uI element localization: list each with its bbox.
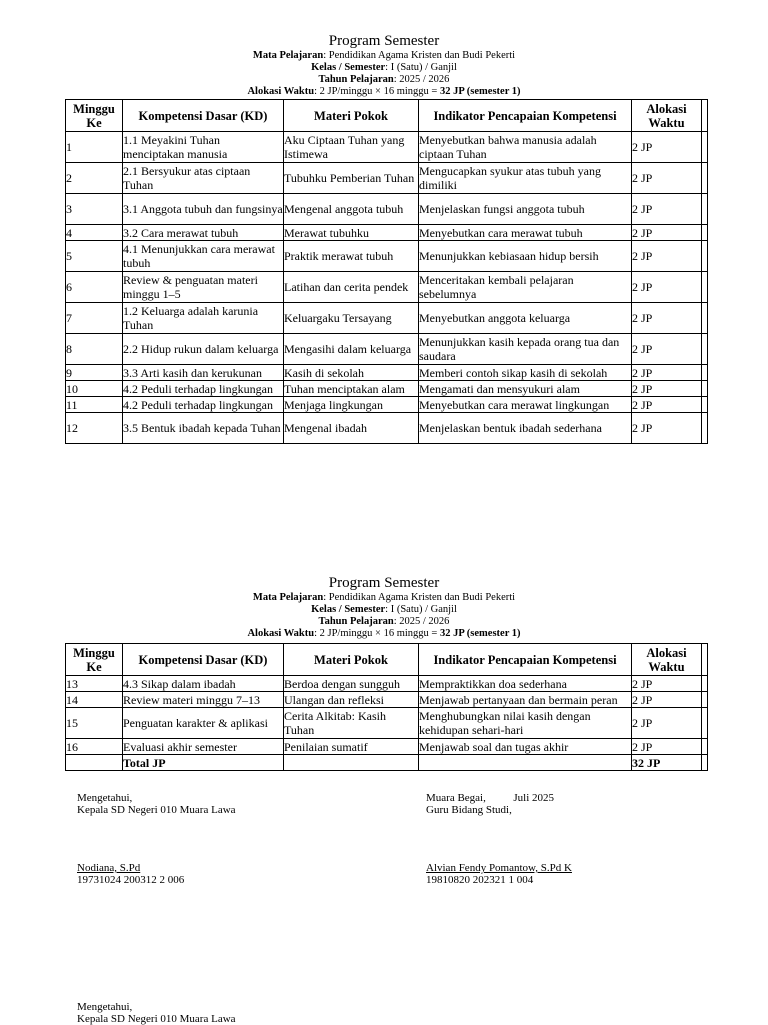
cell-indikator: Menyebutkan cara merawat tubuh	[419, 225, 632, 241]
cell-materi: Aku Ciptaan Tuhan yang Istimewa	[284, 132, 419, 163]
cell-spacer	[702, 692, 708, 708]
cell-week: 16	[66, 739, 123, 755]
cell-alokasi: 2 JP	[632, 303, 702, 334]
total-label: Total JP	[123, 755, 284, 771]
cell-materi: Keluargaku Tersayang	[284, 303, 419, 334]
col-kd: Kompetensi Dasar (KD)	[123, 100, 284, 132]
col-kd-2: Kompetensi Dasar (KD)	[123, 644, 284, 676]
right-name: Alvian Fendy Pomantow, S.Pd K	[426, 862, 572, 874]
cell-week: 12	[66, 413, 123, 444]
cell-alokasi: 2 JP	[632, 739, 702, 755]
cell-indikator: Mengamati dan mensyukuri alam	[419, 381, 632, 397]
cell-indikator: Menceritakan kembali pelajaran sebelumnya	[419, 272, 632, 303]
cell-materi: Praktik merawat tubuh	[284, 241, 419, 272]
cell-spacer	[702, 241, 708, 272]
year-line-2: Tahun Pelajaran: 2025 / 2026	[318, 616, 450, 627]
cell-indikator: Mempraktikkan doa sederhana	[419, 676, 632, 692]
cell-week: 13	[66, 676, 123, 692]
total-value: 32 JP	[632, 755, 702, 771]
class-line: Kelas / Semester: I (Satu) / Ganjil	[311, 62, 457, 73]
cell-week: 10	[66, 381, 123, 397]
cell-spacer	[702, 132, 708, 163]
cell-materi: Mengasihi dalam keluarga	[284, 334, 419, 365]
cell-alokasi: 2 JP	[632, 272, 702, 303]
cell-week: 1	[66, 132, 123, 163]
subject-line: Mata Pelajaran: Pendidikan Agama Kristen dan Budi Pekerti	[252, 50, 516, 61]
cell-spacer	[702, 397, 708, 413]
cell-indikator: Menjawab pertanyaan dan bermain peran	[419, 692, 632, 708]
col-materi: Materi Pokok	[284, 100, 419, 132]
col-alokasi-2: Alokasi Waktu	[632, 644, 702, 676]
cell-kd: Review & penguatan materi minggu 1–5	[123, 272, 284, 303]
cell-spacer	[702, 739, 708, 755]
cell-alokasi: 2 JP	[632, 163, 702, 194]
cell-spacer	[702, 334, 708, 365]
cell-kd: 3.2 Cara merawat tubuh	[123, 225, 284, 241]
cell-materi: Cerita Alkitab: Kasih Tuhan	[284, 708, 419, 739]
class-line-2: Kelas / Semester: I (Satu) / Ganjil	[311, 604, 457, 615]
cell-kd: 1.1 Meyakini Tuhan menciptakan manusia	[123, 132, 284, 163]
cell-alokasi: 2 JP	[632, 413, 702, 444]
cell-indikator: Memberi contoh sikap kasih di sekolah	[419, 365, 632, 381]
cell-indikator: Menunjukkan kebiasaan hidup bersih	[419, 241, 632, 272]
cell-indikator: Menjawab soal dan tugas akhir	[419, 739, 632, 755]
table-row	[66, 194, 708, 225]
page-title-2: Program Semester	[328, 575, 440, 591]
cell-indikator: Menjelaskan fungsi anggota tubuh	[419, 194, 632, 225]
cell-kd: 3.5 Bentuk ibadah kepada Tuhan	[123, 413, 284, 444]
table-header-row	[66, 100, 708, 132]
cell-alokasi: 2 JP	[632, 194, 702, 225]
semester-table-2	[65, 643, 708, 771]
cell-spacer	[702, 303, 708, 334]
col-indikator-2: Indikator Pencapaian Kompetensi	[419, 644, 632, 676]
table-row	[66, 334, 708, 365]
cell-indikator: Menghubungkan nilai kasih dengan kehidupan sehari-hari	[419, 708, 632, 739]
left-ack: Mengetahui,	[77, 792, 133, 804]
cell-alokasi: 2 JP	[632, 692, 702, 708]
table-row	[66, 132, 708, 163]
cell-kd: 3.3 Arti kasih dan kerukunan	[123, 365, 284, 381]
right-role: Guru Bidang Studi,	[426, 804, 512, 816]
col-materi-2: Materi Pokok	[284, 644, 419, 676]
cell-kd: 4.2 Peduli terhadap lingkungan	[123, 381, 284, 397]
year-line: Tahun Pelajaran: 2025 / 2026	[318, 74, 450, 85]
cell-materi: Mengenal ibadah	[284, 413, 419, 444]
col-alokasi: Alokasi Waktu	[632, 100, 702, 132]
cell-week: 9	[66, 365, 123, 381]
right-nip: 19810820 202321 1 004	[426, 874, 534, 886]
cell-spacer	[702, 365, 708, 381]
cell-alokasi: 2 JP	[632, 708, 702, 739]
cell-week: 14	[66, 692, 123, 708]
cell-spacer	[702, 708, 708, 739]
table-row	[66, 739, 708, 755]
cell-alokasi: 2 JP	[632, 676, 702, 692]
cell-week: 8	[66, 334, 123, 365]
table-row	[66, 241, 708, 272]
footer-signature	[77, 1001, 236, 1025]
cell-materi: Merawat tubuhku	[284, 225, 419, 241]
cell-kd: 2.1 Bersyukur atas ciptaan Tuhan	[123, 163, 284, 194]
signature-right	[426, 792, 572, 886]
cell-indikator: Menyebutkan anggota keluarga	[419, 303, 632, 334]
cell-week: 3	[66, 194, 123, 225]
cell-spacer	[702, 676, 708, 692]
col-indikator: Indikator Pencapaian Kompetensi	[419, 100, 632, 132]
cell-spacer	[702, 381, 708, 397]
cell-week: 5	[66, 241, 123, 272]
table-row	[66, 381, 708, 397]
col-week-2: Minggu Ke	[66, 644, 123, 676]
table-row	[66, 692, 708, 708]
cell-week: 6	[66, 272, 123, 303]
footer-role: Kepala SD Negeri 010 Muara Lawa	[77, 1013, 236, 1025]
table-header-row-2	[66, 644, 708, 676]
left-role: Kepala SD Negeri 010 Muara Lawa	[77, 804, 236, 816]
cell-indikator: Menjelaskan bentuk ibadah sederhana	[419, 413, 632, 444]
table-row	[66, 413, 708, 444]
cell-week: 15	[66, 708, 123, 739]
cell-kd: 2.2 Hidup rukun dalam keluarga	[123, 334, 284, 365]
cell-week: 11	[66, 397, 123, 413]
cell-alokasi: 2 JP	[632, 225, 702, 241]
semester-table-1	[65, 99, 708, 444]
total-row	[66, 755, 708, 771]
cell-materi: Menjaga lingkungan	[284, 397, 419, 413]
cell-kd: 4.1 Menunjukkan cara merawat tubuh	[123, 241, 284, 272]
signature-left	[77, 792, 236, 886]
cell-alokasi: 2 JP	[632, 132, 702, 163]
cell-week: 2	[66, 163, 123, 194]
cell-spacer	[702, 163, 708, 194]
table-row	[66, 676, 708, 692]
cell-materi: Berdoa dengan sungguh	[284, 676, 419, 692]
cell-week: 7	[66, 303, 123, 334]
cell-spacer	[702, 225, 708, 241]
alloc-line: Alokasi Waktu: 2 JP/minggu × 16 minggu = 32 JP (semester 1)	[247, 86, 521, 97]
cell-materi: Penilaian sumatif	[284, 739, 419, 755]
cell-kd: 4.2 Peduli terhadap lingkungan	[123, 397, 284, 413]
cell-indikator: Menunjukkan kasih kepada orang tua dan saudara	[419, 334, 632, 365]
right-place-date: Muara Begai, Juli 2025	[426, 792, 555, 804]
cell-alokasi: 2 JP	[632, 334, 702, 365]
cell-indikator: Menyebutkan cara merawat lingkungan	[419, 397, 632, 413]
cell-spacer	[702, 272, 708, 303]
cell-alokasi: 2 JP	[632, 397, 702, 413]
table-row	[66, 365, 708, 381]
subject-line-2: Mata Pelajaran: Pendidikan Agama Kristen dan Budi Pekerti	[252, 592, 516, 603]
col-spacer-2	[702, 644, 708, 676]
cell-week: 4	[66, 225, 123, 241]
cell-alokasi: 2 JP	[632, 381, 702, 397]
left-nip: 19731024 200312 2 006	[77, 874, 185, 886]
header-block-2	[0, 574, 768, 640]
cell-materi: Tubuhku Pemberian Tuhan	[284, 163, 419, 194]
cell-alokasi: 2 JP	[632, 241, 702, 272]
cell-alokasi: 2 JP	[632, 365, 702, 381]
header-block-1	[0, 32, 768, 98]
page-title: Program Semester	[328, 33, 440, 49]
cell-materi: Ulangan dan refleksi	[284, 692, 419, 708]
cell-kd: Evaluasi akhir semester	[123, 739, 284, 755]
cell-materi: Mengenal anggota tubuh	[284, 194, 419, 225]
table-row	[66, 225, 708, 241]
cell-kd: 1.2 Keluarga adalah karunia Tuhan	[123, 303, 284, 334]
cell-spacer	[702, 194, 708, 225]
cell-kd: 4.3 Sikap dalam ibadah	[123, 676, 284, 692]
cell-materi: Latihan dan cerita pendek	[284, 272, 419, 303]
table-row	[66, 397, 708, 413]
cell-kd: 3.1 Anggota tubuh dan fungsinya	[123, 194, 284, 225]
col-week: Minggu Ke	[66, 100, 123, 132]
cell-kd: Review materi minggu 7–13	[123, 692, 284, 708]
cell-materi: Tuhan menciptakan alam	[284, 381, 419, 397]
table-row	[66, 163, 708, 194]
left-name: Nodiana, S.Pd	[77, 862, 141, 874]
col-spacer	[702, 100, 708, 132]
cell-indikator: Menyebutkan bahwa manusia adalah ciptaan Tuhan	[419, 132, 632, 163]
table-row	[66, 708, 708, 739]
table-row	[66, 303, 708, 334]
cell-kd: Penguatan karakter & aplikasi	[123, 708, 284, 739]
alloc-line-2: Alokasi Waktu: 2 JP/minggu × 16 minggu = 32 JP (semester 1)	[247, 628, 521, 639]
footer-ack: Mengetahui,	[77, 1001, 133, 1013]
table-row	[66, 272, 708, 303]
cell-indikator: Mengucapkan syukur atas tubuh yang dimiliki	[419, 163, 632, 194]
cell-spacer	[702, 413, 708, 444]
cell-materi: Kasih di sekolah	[284, 365, 419, 381]
